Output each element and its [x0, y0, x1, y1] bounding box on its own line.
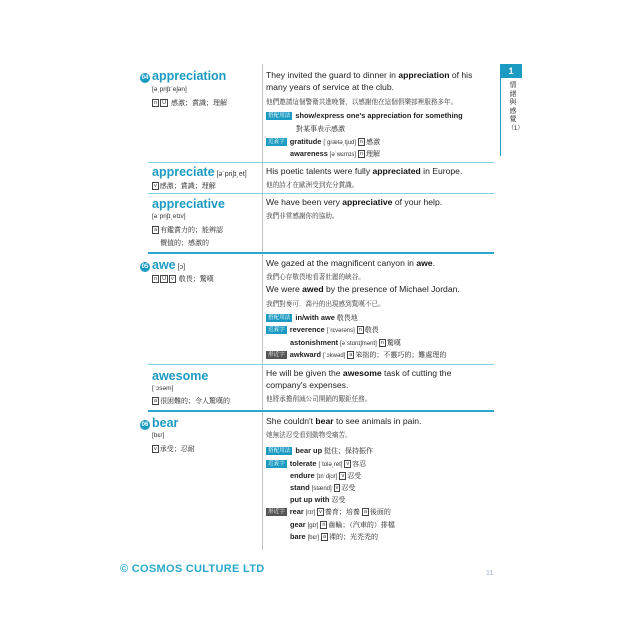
synonym: astonishment [əˈstɑnɪʃmənt] n 驚嘆 [290, 338, 401, 347]
synonym: 近義字 gratitude [ˈgrætə͵tjud] n 感激 [268, 137, 381, 146]
entry-number-badge: 04 [141, 75, 149, 81]
column-divider [262, 64, 263, 550]
phonetic: [bɛr] [152, 432, 165, 439]
example-translation: 他們邀請這個警衛共進晚餐，以感謝他在這個俱樂部裡服務多年。 [266, 99, 458, 106]
divider [148, 162, 494, 163]
collocation: 搭配用法 bear up 挺住；保持振作 [268, 446, 374, 455]
example-sentence: He will be given the awesome task of cutting the company's expenses. [266, 368, 452, 390]
synonym: 近義字 reverence [ˈrɛvərəns] n 敬畏 [268, 325, 379, 334]
chapter-tab-line [500, 78, 501, 156]
confusable-word: bare [bɛr] a 裸的；光禿禿的 [290, 532, 379, 541]
entry-number-badge: 06 [141, 422, 149, 428]
headword-appreciate: appreciate [əˈpriʃɪ͵et] [152, 165, 247, 179]
divider [148, 410, 494, 412]
divider [148, 252, 494, 254]
chapter-vertical-title: 情 緒 與 感 覺 （1） [508, 82, 524, 132]
phonetic: [ˈɔsəm] [152, 385, 174, 392]
entry-number-badge: 05 [141, 264, 149, 270]
phonetic: [ə͵priʃɪˈeʃən] [152, 86, 187, 93]
example-translation: 我們對麥可．喬丹的出現感到驚嘆不已。 [266, 301, 385, 308]
divider [148, 364, 494, 365]
meaning: n U 感激；賞識；理解 [154, 100, 227, 107]
example-translation: 她無法忍受看到動物受痛苦。 [266, 432, 352, 439]
example-sentence: They invited the guard to dinner in appreciation of his many years of service at the club. [266, 70, 473, 92]
example-translation: 他的詩才在歐洲受到充分賞識。 [266, 182, 359, 189]
example-sentence: We were awed by the presence of Michael Jordan. [266, 284, 460, 294]
meaning: a 很困難的；令人驚嘆的 [154, 398, 231, 405]
collocation: 搭配用法 in/with awe 敬畏地 [268, 313, 358, 322]
example-sentence: We gazed at the magnificent canyon in awe. [266, 258, 435, 268]
synonym: put up with 忍受 [290, 495, 346, 504]
meaning-cont: 價值的；感激的 [160, 240, 209, 247]
meaning: v 感激；賞識；理解 [154, 183, 216, 190]
example-sentence: We have been very appreciative of your help. [266, 197, 443, 207]
headword-awe: 05 awe [ɔ] [141, 258, 186, 272]
example-sentence: His poetic talents were fully appreciated in Europe. [266, 166, 463, 176]
page-number: 11 [486, 570, 494, 577]
meaning: v 承受；忍耐 [154, 446, 195, 453]
headword-appreciative: appreciative [152, 197, 225, 211]
example-sentence: She couldn't bear to see animals in pain. [266, 416, 422, 426]
confusable-word: 形近字 awkward [ˈɔkwəd] a 笨拙的；不靈巧的；難處理的 [268, 350, 447, 359]
collocation-meaning: 對某事表示感激 [296, 126, 345, 133]
synonym: awareness [əˈwɛrnɪs] n 理解 [290, 149, 381, 158]
phonetic: [əˈpriʃɪ͵etɪv] [152, 213, 186, 220]
divider [148, 193, 494, 194]
chapter-tab[interactable]: 1 [500, 64, 522, 78]
synonym: endure [ɪnˈdjʊr] v 忍受 [290, 471, 362, 480]
meaning: a 有鑑賞力的；能辨認 [154, 227, 224, 234]
headword-bear: 06 bear [141, 416, 179, 430]
headword-appreciation: 04 appreciation [141, 69, 227, 83]
example-translation: 他將承擔削減公司開銷的艱鉅任務。 [266, 396, 372, 403]
synonym: stand [stænd] v 忍受 [290, 483, 356, 492]
headword-awesome: awesome [152, 369, 209, 383]
copyright: © COSMOS CULTURE LTD [120, 563, 265, 575]
example-translation: 我們非常感謝你的協助。 [266, 213, 339, 220]
confusable-word: 形近字 rear [rɪr] v 養育；培養 a 後面的 [268, 507, 391, 516]
synonym: 近義字 tolerate [ˈtɑlə͵ret] v 容忍 [268, 459, 367, 468]
example-translation: 我們心存敬畏地看著壯麗的峽谷。 [266, 274, 365, 281]
meaning: n U v 敬畏；驚嘆 [154, 276, 214, 283]
collocation: 搭配用法 show/express one's appreciation for something [268, 111, 463, 120]
confusable-word: gear [gɪr] n 齒輪；（汽車的）排檔 [290, 520, 395, 529]
